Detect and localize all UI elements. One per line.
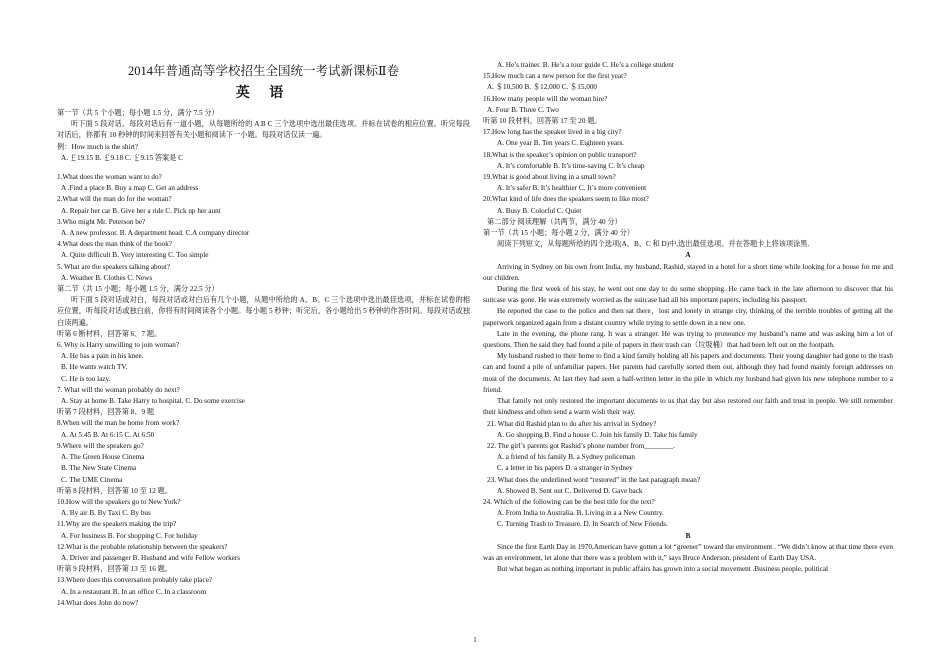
right-text-line: My husband rushed to their home to find a kind family holding all his papers and documents. Their young daughter had gone to the trash can and found a pile of unfamiliar papers. Her parents had carefully sorted them out, although they had found mainly foreign addresses on most of the documents. At last they had seen a half-written letter in the pile in which my husband had given his new telephone number to a friend. bbox=[483, 352, 893, 394]
right-text-line: B bbox=[685, 531, 691, 540]
right-text-line: During the first week of his stay, he went out one day to do some shopping. He came back in the late afternoon to discover that his suitcase was gone. He was extremely worried as the suitcase had all his important papers, including his passport. bbox=[483, 285, 893, 305]
right-text-line: Since the first Earth Day in 1970,American have gotten a lot “greener” toward the environment . “We didn’t know at that time there even was an environment, let alone that there was a problem with it,” says Bruce Anderson, president of Earth Day USA. bbox=[483, 542, 893, 562]
left-text-line: 第一节（共 5 个小题；每小题 1.5 分，满分 7.5 分） bbox=[57, 109, 219, 117]
right-text-line: A. a friend of his family B. a Sydney policeman bbox=[497, 453, 635, 462]
left-text-line: 12.What is the probable relationship between the speakers? bbox=[57, 542, 228, 551]
left-text-line: A. Stay at home B. Take Harry to hospital. C. Do some exercise bbox=[61, 397, 245, 406]
right-text-line: 16.How many people will the woman hire? bbox=[483, 94, 608, 103]
left-text-line: 13.Where does this conversation probably take place? bbox=[57, 576, 213, 585]
right-text-line: 听第 10 段材料，回答第 17 至 20 题。 bbox=[483, 117, 602, 126]
right-text-line: 17.How long has the speaker lived in a big city? bbox=[483, 128, 622, 137]
right-text-line: 第一节（共 15 小题；每小题 2 分，满分 40 分） bbox=[483, 229, 634, 238]
right-column-text bbox=[483, 60, 893, 575]
left-text-line: 9.Where will the speakers go? bbox=[57, 441, 144, 450]
left-text-line: 听第 8 段材料，回答第 10 至 12 题。 bbox=[57, 486, 173, 495]
right-text-line: Late in the evening, the phone rang. It was a stranger. He was trying to pronounce my husband’s name and was asking him a lot of questions. Then he said they had found a pile of papers in their trash can（垃圾桶）that had been left out on the footpath. bbox=[483, 329, 893, 350]
right-text-line: A. One year B. Ten years C. Eighteen years. bbox=[497, 139, 625, 148]
right-text-line: 阅读下列短文，从每题所给的四个选项(A、B、C 和 D)中,选出最佳选项。并在答题卡上将该项涂黑. bbox=[497, 240, 810, 249]
left-text-line: A .Find a place B. Buy a map C. Get an address bbox=[61, 184, 199, 193]
left-text-line: 11.Why are the speakers making the trip? bbox=[57, 520, 177, 529]
exam-title: 2014年普通高等学校招生全国统一考试新课标Ⅱ卷 bbox=[128, 64, 399, 78]
right-text-line: C. Turning Trash to Treasure. D. In Search of New Friends. bbox=[497, 520, 668, 529]
right-text-line: C. a letter in his papers D. a stranger in Sydney bbox=[497, 464, 633, 473]
right-text-line: A. He’s trainer. B. He’s a tour guide C. He’s a college student bbox=[497, 61, 674, 69]
right-text-line: 24. Which of the following can be the best title for the text? bbox=[483, 497, 655, 506]
left-text-line: B. The New State Cinema bbox=[61, 464, 137, 473]
page-number: 1 bbox=[473, 636, 477, 644]
left-text-line: A. At 5:45 B. At 6:15 C. At 6:50 bbox=[61, 430, 155, 439]
right-text-line: A bbox=[685, 251, 691, 260]
right-text-line: A. Busy B. Colorful C. Quiet bbox=[497, 206, 582, 215]
left-text-line: A. ￡19.15 B. ￡9.18 C. ￡9.15 答案是 C bbox=[61, 153, 183, 162]
left-text-line: 3.Who might Mr. Peterson be? bbox=[57, 217, 146, 226]
right-text-line: But what began as nothing important in public affairs has grown into a social movement .Business people, political bbox=[497, 565, 829, 574]
left-text-line: C. He is too lazy. bbox=[61, 374, 111, 383]
left-text-line: B. He wants watch TV. bbox=[61, 363, 128, 372]
left-text-line: 听第 7 段材料，回答第 8、9 题 bbox=[57, 408, 155, 417]
right-text-line: A. From India to Australia. B. Living in a a New Country. bbox=[497, 509, 664, 518]
left-text-line: 6. Why is Harry unwilling to join woman? bbox=[57, 341, 180, 350]
right-text-line: 22. The girl’s parents got Rashid’s phone number from________. bbox=[487, 441, 675, 450]
left-text-line: 14.What does John do now? bbox=[57, 598, 139, 607]
right-text-line: 18.What is the speaker’s opinion on public transport? bbox=[483, 150, 637, 159]
right-text-line: 20.What kind of life does the speakers seem to like most? bbox=[483, 195, 649, 204]
left-text-line: 听下面 5 段对话或对白，每段对话或对白后有几个小题，从题中所给的 A、B、C 三个选项中选出最佳选项，并标在试卷的相应位置，听每段对话或独白前，你将有时间阅读各个小题。每小题 5 秒钟；听完后，各小题给出 5 秒钟的作答时间。每段对话或独白读两遍。 bbox=[57, 296, 470, 327]
left-text-line: 4.What does the man think of the book? bbox=[57, 240, 172, 249]
left-text-line: A. The Green House Cinema bbox=[61, 453, 145, 462]
left-text-line: A. Weather B. Clothes C. News bbox=[61, 273, 153, 282]
left-text-line: A. By air B. By Taxi C. By bus bbox=[61, 509, 151, 518]
right-text-line: A. It’s safer B. It’s healthier C. It’s more convenient bbox=[497, 184, 647, 193]
right-text-line: A. Showed B. Sent out C. Delivered D. Gave back bbox=[497, 486, 643, 495]
left-text-line: A. For business B. For shopping C. For holiday bbox=[61, 531, 198, 540]
right-text-line: 第二部分 阅读理解（共两节，满分 40 分） bbox=[487, 217, 622, 226]
right-text-line: A. Four B. Three C. Two bbox=[487, 105, 559, 114]
left-text-line: 7. What will the woman probably do next? bbox=[57, 385, 180, 394]
left-text-line: A. He has a pain in his knee. bbox=[61, 352, 144, 361]
left-text-line: 10.How will the speakers go to New York? bbox=[57, 497, 181, 506]
right-text-line: 23. What does the underlined word “restored” in the last paragraph mean? bbox=[487, 475, 701, 484]
left-text-line: A. A new professor. B. A department head. C.A company director bbox=[61, 229, 250, 238]
left-text-line: 5. What are the speakers talking about? bbox=[57, 262, 171, 271]
right-text-line: A. Go shopping B. Find a house C. Join his family D. Take his family bbox=[497, 430, 698, 439]
right-text-line: That family not only restored the important documents to us that day but also restored our faith and trust in people. We still remember their kindness and often send a warm wish their way. bbox=[483, 397, 893, 417]
left-text-line: 听下面 5 段对话。每段对话后有一道小题，从每题所给的 A B C 三个选项中选出最佳选项。并标在试卷的相应位置。听完每段对话后，你都有 10 秒钟的时间来回答有关小题和阅读下一小题。每段对话仅读一遍。 bbox=[57, 120, 470, 140]
right-column bbox=[483, 60, 893, 575]
left-text-line: 听第 6 断材料，回答第 6、7 题。 bbox=[57, 329, 162, 338]
left-text-line: 1.What does the woman want to do? bbox=[57, 173, 162, 182]
left-text-line: A. Driver and passenger B. Husband and wife Fellow workers bbox=[61, 553, 241, 562]
subject-heading: 英 语 bbox=[235, 86, 292, 101]
left-text-line: C. The UME Cinema bbox=[61, 475, 123, 484]
left-text-line: A. Repair her car B. Give her a ride C. Pick up her aunt bbox=[61, 206, 221, 215]
right-text-line: 21. What did Rashid plan to do after his arrival in Sydney? bbox=[487, 419, 657, 428]
left-text-line: 2.What will the man do for the woman? bbox=[57, 195, 172, 204]
right-text-line: A. ＄10,500 B. ＄12,000 C. ＄15,000 bbox=[487, 83, 598, 92]
right-text-line: 19.What is good about living in a small town? bbox=[483, 173, 616, 182]
left-text-line: 8.When will the man be home from work? bbox=[57, 419, 180, 428]
right-text-line: A. It’s comfortable B. It’s time-saving C. It’s cheap bbox=[497, 161, 645, 170]
left-column-text bbox=[57, 108, 470, 609]
left-text-line: 听第 9 段材料，回答第 13 至 16 题。 bbox=[57, 565, 173, 574]
right-text-line: 15.How much can a new person for the first year? bbox=[483, 72, 627, 81]
right-text-line: Arriving in Sydney on his own from India, my husband, Rashid, stayed in a hotel for a short time while looking for a house for me and our children. bbox=[483, 262, 893, 282]
left-text-line: A. In a restaurant B. In an office C. In a classroom bbox=[61, 587, 207, 596]
left-text-line: 例：How much is the shirt? bbox=[57, 142, 139, 151]
left-column bbox=[57, 60, 470, 609]
left-text-line: A. Quite difficult B. Very interesting C. Too simple bbox=[61, 251, 209, 260]
left-text-line bbox=[57, 164, 470, 172]
right-text-line: He reported the case to the police and then sat there，lost and lonely in strange city, thinking of the terrible troubles of getting all the paperwork organized again from a distant country while trying to settle down in a new one. bbox=[483, 307, 893, 327]
left-text-line: 第二节（共 15 小题；每小题 1.5 分，满分 22.5 分） bbox=[57, 285, 219, 294]
